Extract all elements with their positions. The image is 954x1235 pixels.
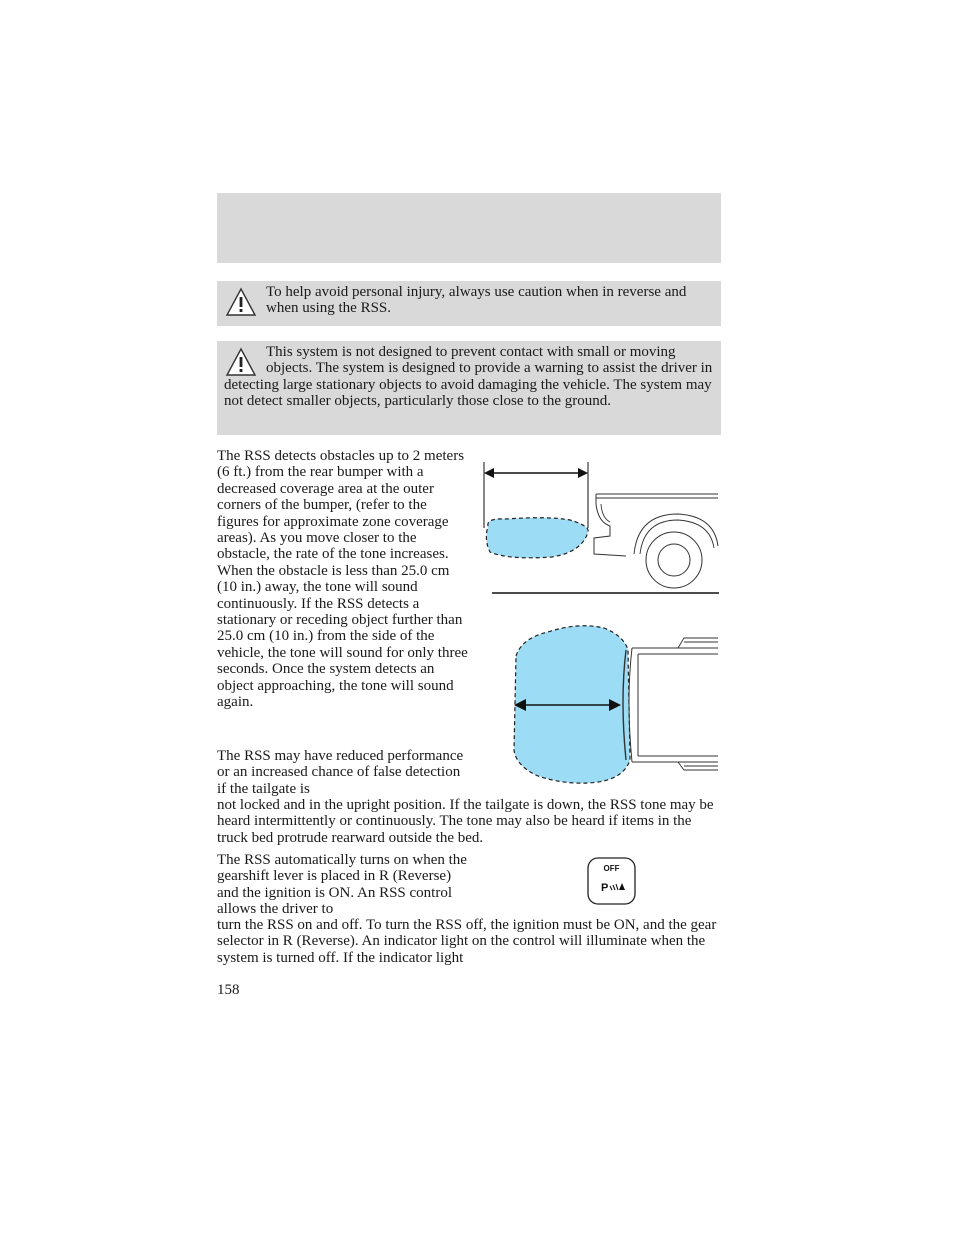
warning-text-1: To help avoid personal injury, always use caution when in reverse and when using the RSS. bbox=[266, 284, 687, 317]
warning-text-2: This system is not designed to prevent contact with small or moving objects. The system is designed to provide a warning to assist the driver in detecting large stationary objects to avoid damaging the vehicle. The system may not detect smaller objects, particularly those close to the ground. bbox=[224, 344, 713, 410]
rss-performance-paragraph-cont: not locked and in the upright position. If the tailgate is down, the RSS tone may be heard intermittently or continuously. The tone may also be heard if items in the truck bed protrude rearward outside the bed. bbox=[217, 797, 714, 846]
page-number: 158 bbox=[217, 982, 240, 998]
rss-detection-paragraph: The RSS detects obstacles up to 2 meters (6 ft.) from the rear bumper with a decreased coverage area at the outer corners of the bumper, (refer to the figures for approximate zone coverage areas). As you move closer to the obstacle, the rate of the tone increases. When the obstacle is less than 25.0 cm (10 in.) away, the tone will sound continuously. If the RSS detects a stationary or receding object further than 25.0 cm (10 in.) from the side of the vehicle, the tone will sound for only three seconds. Once the system detects an object approaching, the tone will sound again. bbox=[217, 448, 468, 711]
rss-performance-paragraph-start: The RSS may have reduced performance or an increased chance of false detection if the tailgate is bbox=[217, 748, 464, 797]
rss-control-paragraph-cont: turn the RSS on and off. To turn the RSS off, the ignition must be ON, and the gear selector in R (Reverse). An indicator light on the control will illuminate when the system is turned off. If the indicator light bbox=[217, 917, 717, 966]
rss-off-button-figure bbox=[586, 856, 638, 906]
warning-box-2 bbox=[217, 341, 721, 435]
side-view-coverage-figure bbox=[478, 456, 723, 598]
rss-button-icon bbox=[586, 856, 638, 906]
warning-box-1 bbox=[217, 281, 721, 326]
button-p-label: P bbox=[601, 882, 609, 894]
top-view-coverage-figure bbox=[508, 620, 723, 786]
button-off-label: OFF bbox=[603, 864, 620, 873]
warning-triangle-icon bbox=[225, 287, 257, 317]
section-header-band bbox=[217, 193, 721, 263]
warning-triangle-icon bbox=[225, 347, 257, 377]
rss-control-paragraph-start: The RSS automatically turns on when the gearshift lever is placed in R (Reverse) and the ignition is ON. An RSS control allows the driver to bbox=[217, 852, 467, 918]
